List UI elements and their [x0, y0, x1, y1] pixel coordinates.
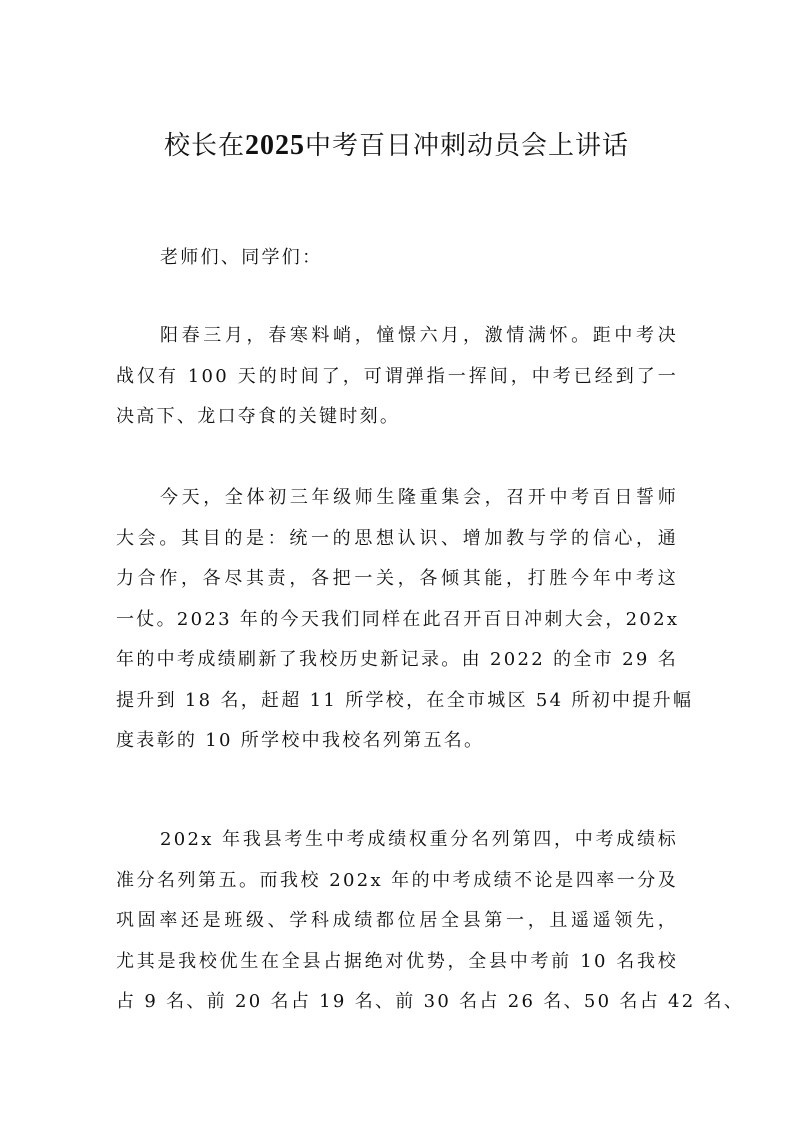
paragraph-line: 力合作，各尽其责，各把一关，各倾其能，打胜今年中考这: [116, 568, 678, 589]
paragraph-line: 尤其是我校优生在全县占据绝对优势，全县中考前 10 名我校: [116, 950, 678, 972]
title-suffix: 中考百日冲刺动员会上讲话: [305, 131, 630, 161]
paragraph-line: 大会。其目的是：统一的思想认识、增加教与学的信心，通: [116, 527, 678, 549]
paragraph-line: 占 9 名、前 20 名占 19 名、前 30 名占 26 名、50 名占 42 名、: [116, 991, 745, 1012]
greeting-paragraph: [116, 238, 678, 279]
paragraph-line: 今天，全体初三年级师生隆重集会，召开中考百日誓师: [160, 487, 678, 508]
document-title: [0, 126, 793, 166]
paragraph-line: 巩固率还是班级、学科成绩都位居全县第一，且遥遥领先，: [116, 910, 678, 931]
greeting-line: 老师们、同学们：: [160, 247, 323, 268]
paragraph-line: 战仅有 100 天的时间了，可谓弹指一挥间，中考已经到了一: [116, 365, 678, 387]
paragraph-2: [116, 478, 694, 762]
paragraph-line: 年的中考成绩刷新了我校历史新记录。由 2022 的全市 29 名: [116, 649, 678, 670]
paragraph-line: 阳春三月，春寒料峭，憧憬六月，激情满怀。距中考决: [160, 325, 678, 346]
paragraph-line: 一仗。2023 年的今天我们同样在此召开百日冲刺大会，202x: [116, 608, 680, 630]
paragraph-1: [116, 316, 678, 438]
title-year: 2025: [245, 130, 305, 161]
paragraph-line: 202x 年我县考生中考成绩权重分名列第四，中考成绩标: [160, 829, 678, 850]
paragraph-line: 决高下、龙口夺食的关键时刻。: [116, 406, 401, 427]
paragraph-line: 准分名列第五。而我校 202x 年的中考成绩不论是四率一分及: [116, 869, 678, 891]
title-prefix: 校长在: [163, 131, 245, 161]
paragraph-line: 度表彰的 10 所学校中我校名列第五名。: [116, 730, 485, 751]
paragraph-3: [116, 820, 745, 1023]
paragraph-line: 提升到 18 名，赶超 11 所学校，在全市城区 54 所初中提升幅: [116, 689, 694, 711]
